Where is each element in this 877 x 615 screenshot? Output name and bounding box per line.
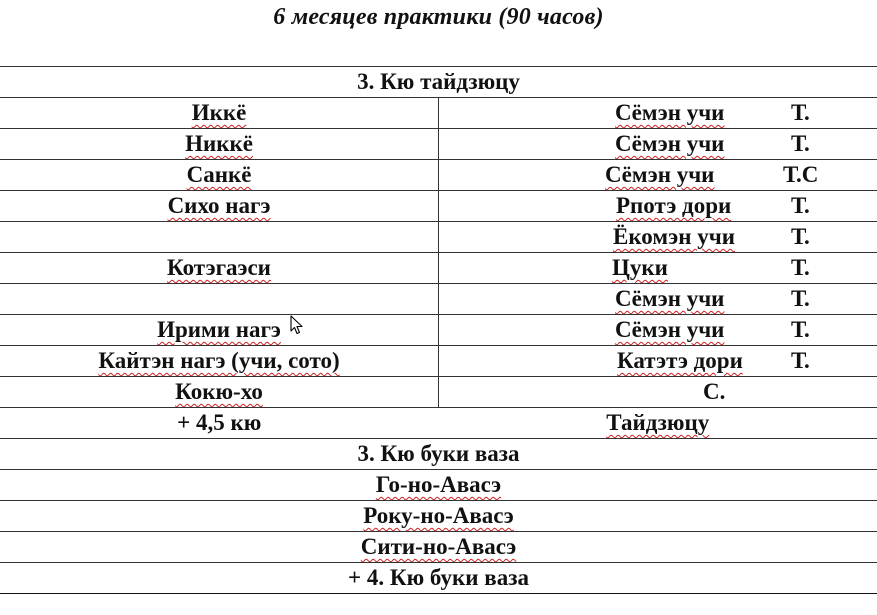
weapon-form-cell: Сити-но-Авасэ [0,532,877,563]
attack-cell [439,346,877,377]
attack-cell [439,129,877,160]
table-row [0,191,877,222]
attack-name: Сёмэн учи [615,317,725,342]
technique-cell: Никкё [0,129,439,160]
curriculum-table [0,66,877,594]
attack-cell [439,253,877,284]
table-row [0,284,877,315]
attack-name: Сёмэн учи [615,286,725,311]
technique-cell: Кайтэн нагэ (учи, сото) [0,346,439,377]
list-item [0,532,877,563]
section-heading-taijutsu: 3. Кю тайдзюцу [0,67,877,98]
attack-name: Ёкомэн учи [613,224,735,249]
table-row [0,160,877,191]
table-row [0,98,877,129]
technique-cell: Ирими нагэ [0,315,439,346]
section-heading-row [0,439,877,470]
table-row [0,346,877,377]
attack-code: Т.С [783,162,819,187]
technique-cell [0,284,439,315]
table-row [0,315,877,346]
technique-cell: Иккё [0,98,439,129]
weapon-form-cell: Го-но-Авасэ [0,470,877,501]
technique-cell: Санкё [0,160,439,191]
attack-code: Т. [791,255,810,280]
plus-taijutsu-cell: Тайдзюцу [439,408,877,439]
table-row [0,222,877,253]
section-heading-row [0,67,877,98]
attack-name: Сёмэн учи [605,162,715,187]
attack-code: Т. [791,193,810,218]
attack-name: Катэтэ дори [617,348,743,373]
section-heading-buki-waza: 3. Кю буки ваза [0,439,877,470]
list-item [0,501,877,532]
footer-cell: + 4. Кю буки ваза [0,563,877,594]
attack-cell [439,191,877,222]
attack-code: Т. [791,100,810,125]
technique-cell: Сихо нагэ [0,191,439,222]
list-item [0,470,877,501]
attack-code: Т. [791,224,810,249]
attack-cell [439,377,877,408]
attack-cell [439,315,877,346]
attack-code: Т. [791,286,810,311]
attack-cell [439,160,877,191]
table-row [0,253,877,284]
technique-cell: Котэгаэси [0,253,439,284]
technique-cell: Кокю-хо [0,377,439,408]
table-row [0,377,877,408]
attack-name: Сёмэн учи [615,131,725,156]
mouse-cursor-icon [290,315,304,335]
table-row [0,129,877,160]
attack-name: Рпотэ дори [616,193,732,218]
plus-kyu-cell: + 4,5 кю [0,408,439,439]
attack-cell [439,98,877,129]
attack-code: Т. [791,317,810,342]
weapon-form-cell: Року-но-Авасэ [0,501,877,532]
attack-cell [439,284,877,315]
attack-cell [439,222,877,253]
attack-name: С. [703,379,726,404]
attack-name: Сёмэн учи [615,100,725,125]
footer-row [0,563,877,594]
attack-name: Цуки [612,255,668,280]
plus-row [0,408,877,439]
page-title: 6 месяцев практики (90 часов) [273,4,604,30]
attack-code: Т. [791,131,810,156]
attack-code: Т. [791,348,810,373]
technique-cell [0,222,439,253]
